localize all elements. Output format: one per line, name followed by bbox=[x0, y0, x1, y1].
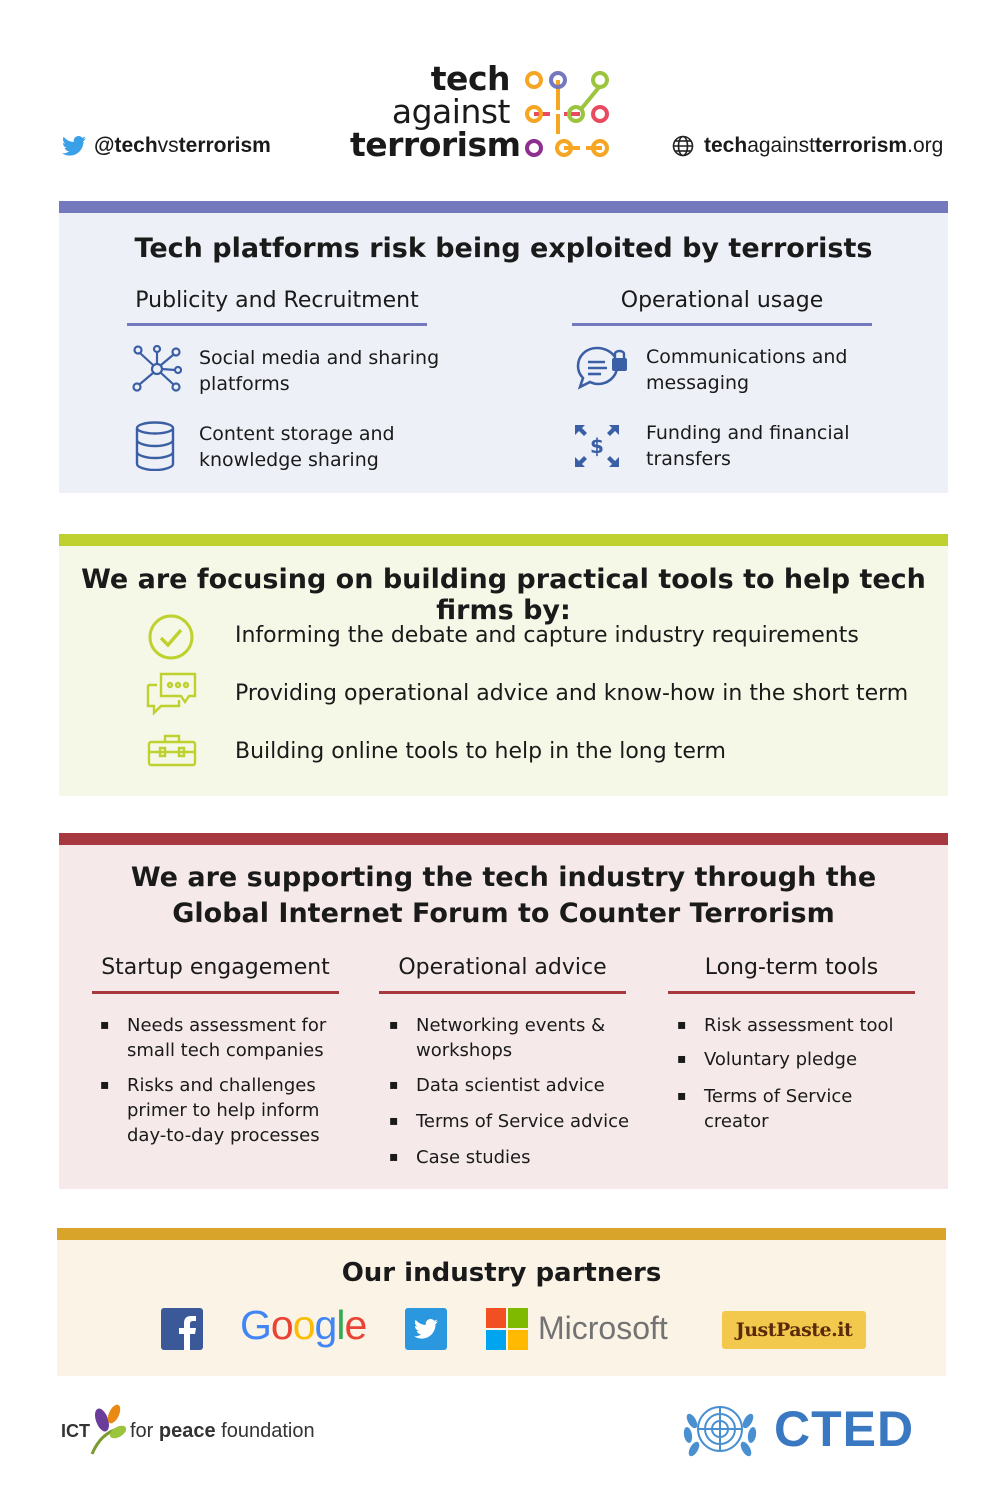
support-bullet bbox=[416, 1013, 605, 1063]
support-heading-underline bbox=[92, 991, 339, 994]
focus-panel-bar bbox=[59, 534, 948, 546]
support-panel-bar bbox=[59, 833, 948, 845]
risk-heading-underline bbox=[572, 323, 872, 326]
svg-text:$: $ bbox=[590, 434, 604, 458]
support-column-heading-longterm: Long-term tools bbox=[704, 955, 879, 980]
handle-mid: vs bbox=[157, 134, 179, 157]
risk-item-line: Communications and bbox=[646, 346, 848, 368]
ict-text-2: peace bbox=[158, 1419, 216, 1442]
ict-text-3: foundation bbox=[215, 1419, 315, 1442]
leaf-icon bbox=[88, 1404, 126, 1458]
partners-panel bbox=[57, 1228, 946, 1376]
secure-chat-icon bbox=[575, 345, 631, 391]
site-part-4: .org bbox=[907, 134, 944, 157]
site-part-3: terrorism bbox=[814, 134, 908, 157]
bullet-line: day-to-day processes bbox=[127, 1125, 320, 1146]
bullet-line: ▪ Voluntary pledge bbox=[704, 1049, 858, 1070]
website-link[interactable] bbox=[672, 134, 943, 158]
cted-wordmark: CTED bbox=[774, 1401, 915, 1457]
bullet-line: small tech companies bbox=[127, 1040, 324, 1061]
microsoft-squares-logo bbox=[486, 1308, 528, 1350]
support-bullet bbox=[416, 1073, 605, 1098]
cted-logo bbox=[676, 1393, 914, 1465]
ict-peace-foundation-logo bbox=[61, 1404, 315, 1458]
support-bullet bbox=[416, 1109, 629, 1134]
facebook-logo bbox=[161, 1308, 203, 1350]
risk-panel bbox=[59, 201, 948, 493]
bullet-line: workshops bbox=[416, 1040, 513, 1061]
un-emblem-icon bbox=[676, 1393, 764, 1465]
bullet-line: ▪ Networking events & bbox=[416, 1015, 606, 1036]
database-icon bbox=[134, 421, 176, 471]
focus-item-informing: Informing the debate and capture industry requirements bbox=[235, 623, 859, 648]
checkmark-circle-icon bbox=[147, 613, 195, 661]
support-bullet bbox=[127, 1073, 320, 1148]
logo-line-3: terrorism bbox=[350, 125, 521, 164]
microsoft-wordmark: Microsoft bbox=[538, 1310, 668, 1346]
bullet-line: primer to help inform bbox=[127, 1100, 320, 1121]
focus-panel bbox=[59, 534, 948, 796]
bullet-line: ▪ Data scientist advice bbox=[416, 1075, 605, 1096]
risk-item-line: transfers bbox=[646, 448, 731, 470]
support-heading-underline bbox=[668, 991, 915, 994]
twitter-bird-icon bbox=[62, 136, 86, 156]
handle-prefix: @tech bbox=[94, 134, 158, 157]
chat-bubbles-icon bbox=[145, 670, 199, 716]
site-part-1: tech bbox=[704, 134, 748, 157]
justpaste-logo bbox=[722, 1311, 866, 1349]
risk-item-line: messaging bbox=[646, 372, 750, 394]
twitter-logo bbox=[405, 1308, 447, 1350]
support-column-heading-startup: Startup engagement bbox=[101, 955, 330, 980]
bullet-line: ▪ Terms of Service bbox=[704, 1086, 853, 1107]
partners-panel-bar bbox=[57, 1228, 946, 1240]
support-bullet bbox=[704, 1047, 857, 1072]
logo-line-2: against bbox=[391, 92, 510, 131]
justpaste-wordmark: JustPaste.it bbox=[735, 1319, 853, 1341]
risk-item-line: Funding and financial bbox=[646, 422, 850, 444]
risk-item-funding bbox=[646, 420, 850, 472]
support-bullet bbox=[704, 1084, 852, 1134]
ict-mark: ICT bbox=[61, 1420, 90, 1441]
bullet-line: creator bbox=[704, 1111, 769, 1132]
support-heading-underline bbox=[379, 991, 626, 994]
handle-suffix: terrorism bbox=[178, 134, 271, 157]
focus-item-providing: Providing operational advice and know-how in the short term bbox=[235, 681, 909, 706]
support-title-line-2: Global Internet Forum to Counter Terrorism bbox=[172, 898, 835, 929]
risk-item-line: Content storage and bbox=[199, 423, 395, 445]
focus-item-building: Building online tools to help in the long term bbox=[235, 739, 726, 764]
risk-item-social-media bbox=[199, 345, 439, 397]
risk-heading-underline bbox=[127, 323, 427, 326]
support-bullet bbox=[704, 1013, 894, 1038]
bullet-line: ▪ Risk assessment tool bbox=[704, 1015, 894, 1036]
bullet-line: ▪ Risks and challenges bbox=[127, 1075, 316, 1096]
focus-title: We are focusing on building practical tools to help tech firms by: bbox=[81, 564, 926, 626]
bullet-line: ▪ Terms of Service advice bbox=[416, 1111, 630, 1132]
money-transfer-icon bbox=[573, 423, 621, 469]
support-bullet bbox=[127, 1013, 326, 1063]
bullet-line: ▪ Case studies bbox=[416, 1147, 531, 1168]
risk-item-communications bbox=[646, 344, 847, 396]
logo-wordmark bbox=[350, 59, 521, 164]
risk-item-line: Social media and sharing bbox=[199, 347, 440, 369]
risk-title: Tech platforms risk being exploited by terrorists bbox=[134, 233, 873, 264]
risk-item-content-storage bbox=[199, 421, 395, 473]
risk-column-heading-publicity: Publicity and Recruitment bbox=[135, 288, 419, 313]
network-nodes-icon bbox=[132, 345, 182, 393]
support-bullet bbox=[416, 1145, 531, 1170]
connected-dots-logo bbox=[520, 66, 616, 162]
risk-column-heading-operational: Operational usage bbox=[620, 288, 824, 313]
toolbox-icon bbox=[147, 733, 197, 767]
bullet-line: ▪ Needs assessment for bbox=[127, 1015, 327, 1036]
twitter-handle[interactable] bbox=[62, 134, 271, 158]
site-part-2: against bbox=[747, 134, 815, 157]
support-panel bbox=[59, 833, 948, 1189]
google-logo: Google bbox=[240, 1302, 367, 1348]
risk-item-line: knowledge sharing bbox=[199, 449, 379, 471]
support-column-heading-operational: Operational advice bbox=[398, 955, 607, 980]
ict-text-1: for bbox=[130, 1419, 159, 1442]
partners-title: Our industry partners bbox=[341, 1258, 662, 1288]
risk-item-line: platforms bbox=[199, 373, 290, 395]
support-title-line-1: We are supporting the tech industry through the bbox=[130, 862, 877, 893]
globe-icon bbox=[672, 135, 694, 157]
risk-panel-bar bbox=[59, 201, 948, 213]
logo-line-1: tech bbox=[430, 59, 510, 98]
